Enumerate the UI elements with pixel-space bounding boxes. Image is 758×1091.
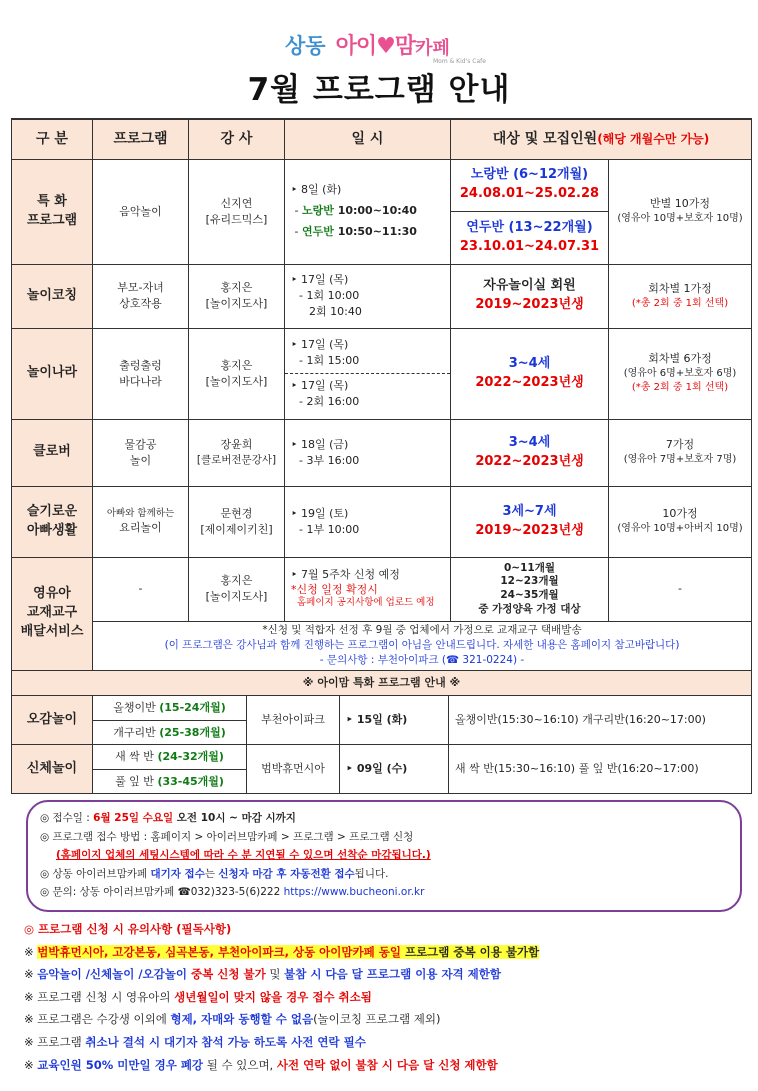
rule-item [24,1008,539,1031]
class-label: 새 싹 반 [115,750,154,764]
rule-highlight: 형제, 자매와 동행할 수 없음 [170,1012,314,1027]
schedule-time: - 3부 16:00 [299,453,360,467]
program-line2: 요리놀이 [119,521,162,535]
rule-item [24,941,539,964]
table-row [12,328,752,419]
row-category: 특 화 프로그램 [12,159,93,264]
target2-name: 연두반 (13~22개월) [466,219,593,235]
rule-highlight: 취소나 결석 시 대기자 참석 가능 하도록 사전 연락 필수 [85,1034,366,1049]
rule-highlight: 생년월일이 맞지 않을 경우 접수 취소됨 [174,989,372,1004]
row-target-1 [451,159,609,211]
instructor-org: [제이제이키친] [200,522,273,536]
delivery-note2: 홈페이지 공지사항에 업로드 예정 [297,597,435,609]
rule-joiner: 될 수 있으며, [203,1057,277,1072]
special-class1 [93,745,247,770]
row-instructor [189,486,285,557]
rules-section [24,918,539,1076]
table-row [12,557,752,621]
instructor-name: 홍지은 [220,358,253,372]
special-date: ‣ 09일 (수) [340,745,449,794]
special-times: 새 싹 반(15:30~16:10) 풀 잎 반(16:20~17:00) [449,745,752,794]
table-row [12,419,752,486]
header-program: 프로그램 [93,119,189,159]
schedule-date: ‣ 17일 (목) [291,273,349,287]
delivery-note1: *신청 일정 확정시 [291,582,378,596]
table-row [12,621,752,670]
instructor-org: [놀이지도사] [205,297,268,310]
class1-prefix: - [294,204,302,218]
row-schedule [285,557,451,621]
instructor-org: [유리드믹스] [205,212,268,226]
schedule-class2 [291,222,450,243]
rule-text: ※ 프로그램은 수강생 이외에 [24,1012,171,1027]
class-age: (33-45개월) [157,774,224,788]
class1-name: 노랑반 [301,204,334,218]
row-category: 슬기로운 아빠생활 [12,486,93,557]
target-years: 2019~2023년생 [475,297,584,312]
class-label: 개구리반 [113,725,156,739]
target1-range: 24.08.01~25.02.28 [459,186,600,201]
info-line-waitlist [40,865,740,884]
table-row [12,696,752,721]
target-age: 3~4세 [508,434,551,450]
table-row [12,670,752,695]
rule-item [24,1031,539,1054]
rule-programs: 음악놀이 /신체놀이 /오감놀이 [37,967,188,982]
special-program-header: ※ 아이맘 특화 프로그램 안내 ※ [12,670,752,695]
row-capacity [609,159,752,264]
rule-highlight2: 사전 연락 없이 불참 시 다음 달 신청 제한함 [276,1057,498,1072]
program-line2: 놀이 [129,453,152,467]
special-class2 [93,770,247,794]
schedule-time2: 2회 10:40 [309,304,362,318]
row-program: - [93,557,189,621]
rule-joiner: 및 [265,967,285,982]
target-age: 3세~7세 [502,503,557,519]
row-target [451,486,609,557]
rule-locations: 범박휴먼시아, 고강본동, 심곡본동, 부천아이파크, 상동 아이맘카페 동일 [37,944,405,959]
row-category: 영유아 교재교구 배달서비스 [12,557,93,670]
row-instructor [189,557,285,621]
row-target [451,264,609,328]
target-line3: 24~35개월 [500,589,559,601]
table-row [12,745,752,770]
class-label: 올챙이반 [113,701,156,715]
target-years: 2019~2023년생 [475,522,584,538]
rule-text: 프로그램 중복 이용 불가함 [404,944,540,959]
logo-text-sangdong: 상동 [285,34,326,58]
registration-info-box [26,800,742,912]
row-target [451,419,609,486]
capacity-note: (*총 2회 중 1회 선택) [631,297,729,309]
schedule-date1: ‣ 17일 (목) [291,338,349,352]
row-program [93,328,189,419]
special-place: 부천아이파크 [247,696,340,745]
logo-subtitle: Mom & Kid's Cafe [433,58,486,65]
capacity-note: (*총 2회 중 1회 선택) [631,382,729,394]
special-category: 오감놀이 [12,696,93,745]
schedule-time: - 1부 10:00 [299,522,360,536]
target2-range: 23.10.01~24.07.31 [459,238,600,254]
waitlist-prefix: ◎ 상동 아이러브맘카페 [40,867,151,880]
website-link[interactable]: https://www.bucheoni.or.kr [283,886,425,898]
schedule-divider [285,373,450,410]
header-target-note: (해당 개월수만 가능) [597,132,710,147]
row-target [451,557,609,621]
delivery-notice [93,621,752,670]
program-line2: 바다나라 [119,374,162,388]
special-place: 범박휴먼시아 [247,745,340,794]
instructor-name: 홍지은 [220,574,253,588]
instructor-name: 문현경 [220,506,253,520]
schedule-time1: - 1회 15:00 [299,354,360,368]
notice-line1: *신청 및 적합자 선정 후 9월 중 업체에서 가정으로 교재교구 택배발송 [262,623,582,636]
instructor-name: 신지연 [220,196,253,210]
row-instructor [189,264,285,328]
program-line1: 물감공 [124,437,157,451]
table-row [12,486,752,557]
row-schedule [285,328,451,419]
program-line1: 출렁출렁 [119,358,162,372]
row-instructor [189,328,285,419]
row-capacity: - [609,557,752,621]
row-schedule [285,419,451,486]
waitlist-label: 대기자 접수 [150,867,205,880]
capacity-detail: (영유아 10명+아버지 10명) [617,523,743,535]
target-line2: 12~23개월 [500,575,559,588]
notice-line3: - 문의사항 : 부천아이파크 (☎ 321-0224) - [319,654,525,667]
class2-name: 연두반 [301,224,334,238]
class-age: (24-32개월) [157,750,224,764]
header-category: 구 분 [12,119,93,159]
info-date-value: 6월 25일 수요일 [93,812,174,824]
row-program [93,264,189,328]
row-target-2 [451,211,609,264]
table-row [12,264,752,328]
capacity-detail: (영유아 7명+보호자 7명) [623,454,737,466]
capacity-main: 7가정 [665,438,695,452]
header-target [451,119,752,159]
target1-name: 노랑반 (6~12개월) [470,167,589,183]
rule-text: ※ 프로그램 신청 시 영유아의 [24,989,175,1004]
rule-highlight: 교육인원 50% 미만일 경우 폐강 [37,1057,204,1072]
target-line4: 중 가정양육 가정 대상 [478,602,581,615]
waitlist-rule: 신청자 마감 후 자동전환 접수 [218,867,355,880]
rules-title: ◎ 프로그램 신청 시 유의사항 (필독사항) [24,922,232,936]
special-times: 올챙이반(15:30~16:10) 개구리반(16:20~17:00) [449,696,752,745]
target-age: 3~4세 [508,355,551,371]
page-title: 7월 프로그램 안내 [247,72,511,108]
table-row [12,159,752,211]
info-date-time: 오전 10시 ~ 마감 시까지 [173,812,296,824]
row-schedule [285,264,451,328]
notice-line2: (이 프로그램은 강사님과 함께 진행하는 프로그램이 아님을 안내드립니다. 자세한 내용은 홈페이지 참고바랍니다) [164,638,680,651]
schedule-class1 [291,201,450,222]
info-date-label: ◎ 접수일 : [40,812,94,824]
schedule-date: ‣ 19일 (토) [291,506,349,520]
schedule-date: ‣ 8일 (화) [291,183,342,197]
special-date: ‣ 15일 (화) [340,696,449,745]
row-schedule [285,486,451,557]
logo-text-cafe: 카페 [415,38,450,59]
waitlist-mid: 는 [204,867,219,880]
rule-text: 중복 신청 불가 [187,967,266,982]
class2-prefix: - [294,224,302,238]
info-line-warning: (홈페이지 업체의 세팅시스템에 따라 수 분 지연될 수 있으며 선착순 마감됩니다.) [56,849,431,861]
rule-mark: ※ [24,967,38,982]
header-schedule: 일 시 [285,119,451,159]
row-instructor [189,419,285,486]
class-label: 풀 잎 반 [115,774,154,788]
schedule-date2: ‣ 17일 (목) [291,379,349,392]
program-line1: 아빠와 함께하는 [106,507,175,519]
instructor-org: [놀이지도사] [205,590,268,603]
special-category: 신체놀이 [12,745,93,794]
rule-exception: (놀이코칭 프로그램 제외) [313,1012,441,1027]
capacity-main: 반별 10가정 [650,197,710,211]
info-line-date [40,809,740,828]
target-years: 2022~2023년생 [475,374,584,390]
rule-item [24,963,539,986]
rule-item [24,1054,539,1077]
schedule-time2: - 2회 16:00 [299,394,360,408]
capacity-main: 회차별 6가정 [648,352,712,366]
class2-time: 10:50~11:30 [333,224,417,238]
instructor-name: 장윤희 [220,437,253,451]
capacity-detail: (영유아 6명+보호자 6명) [623,367,737,379]
row-capacity [609,264,752,328]
special-class1 [93,696,247,721]
row-capacity [609,328,752,419]
delivery-schedule: ‣ 7월 5주차 신청 예정 [291,567,400,581]
schedule-date: ‣ 18일 (금) [291,437,349,451]
row-category: 놀이코칭 [12,264,93,328]
row-category: 놀이나라 [12,328,93,419]
rule-mark: ※ [24,1057,38,1072]
target-line1: 0~11개월 [503,561,555,574]
instructor-org: [놀이지도사] [205,374,268,388]
info-line-method: ◎ 프로그램 접수 방법 : 홈페이지 > 아이러브맘카페 > 프로그램 > 프로그램 신청 [40,830,414,843]
instructor-org: [클로버전문강사] [196,453,277,466]
row-capacity [609,486,752,557]
row-category: 클로버 [12,419,93,486]
waitlist-suffix: 됩니다. [354,867,389,880]
rule-text: ※ 프로그램 [24,1034,86,1049]
program-line1: 부모-자녀 [117,281,164,295]
row-program: 음악놀이 [93,159,189,264]
special-program-table [11,695,752,794]
row-target [451,328,609,419]
row-capacity [609,419,752,486]
contact-text: ◎ 문의: 상동 아이러브맘카페 ☎032)323-5(6)222 [40,886,284,898]
schedule-time1: - 1회 10:00 [299,289,360,303]
capacity-main: 회차별 1가정 [648,281,712,295]
rule-mark: ※ [24,944,38,959]
instructor-name: 홍지은 [220,281,253,295]
target-years: 2022~2023년생 [475,453,584,469]
logo-text-aimom: 아이♥맘 [335,34,416,59]
class-age: (15-24개월) [159,701,226,715]
header-target-label: 대상 및 모집인원 [492,131,598,148]
class-age: (25-38개월) [159,725,226,739]
row-program [93,419,189,486]
capacity-main: 10가정 [662,507,698,521]
capacity-detail: (영유아 10명+보호자 10명) [617,213,743,225]
header-instructor: 강 사 [189,119,285,159]
row-instructor [189,159,285,264]
info-line-contact [40,883,740,902]
special-class2 [93,721,247,745]
row-schedule [285,159,451,264]
program-line2: 상호작용 [119,297,162,310]
rule-item [24,986,539,1009]
program-table [11,118,752,696]
row-program [93,486,189,557]
target-main: 자유놀이실 회원 [483,278,576,294]
rule-text2: 불참 시 다음 달 프로그램 이용 자격 제한함 [284,967,501,982]
cafe-logo [285,24,486,65]
class1-time: 10:00~10:40 [333,204,417,218]
table-header-row [12,119,752,159]
